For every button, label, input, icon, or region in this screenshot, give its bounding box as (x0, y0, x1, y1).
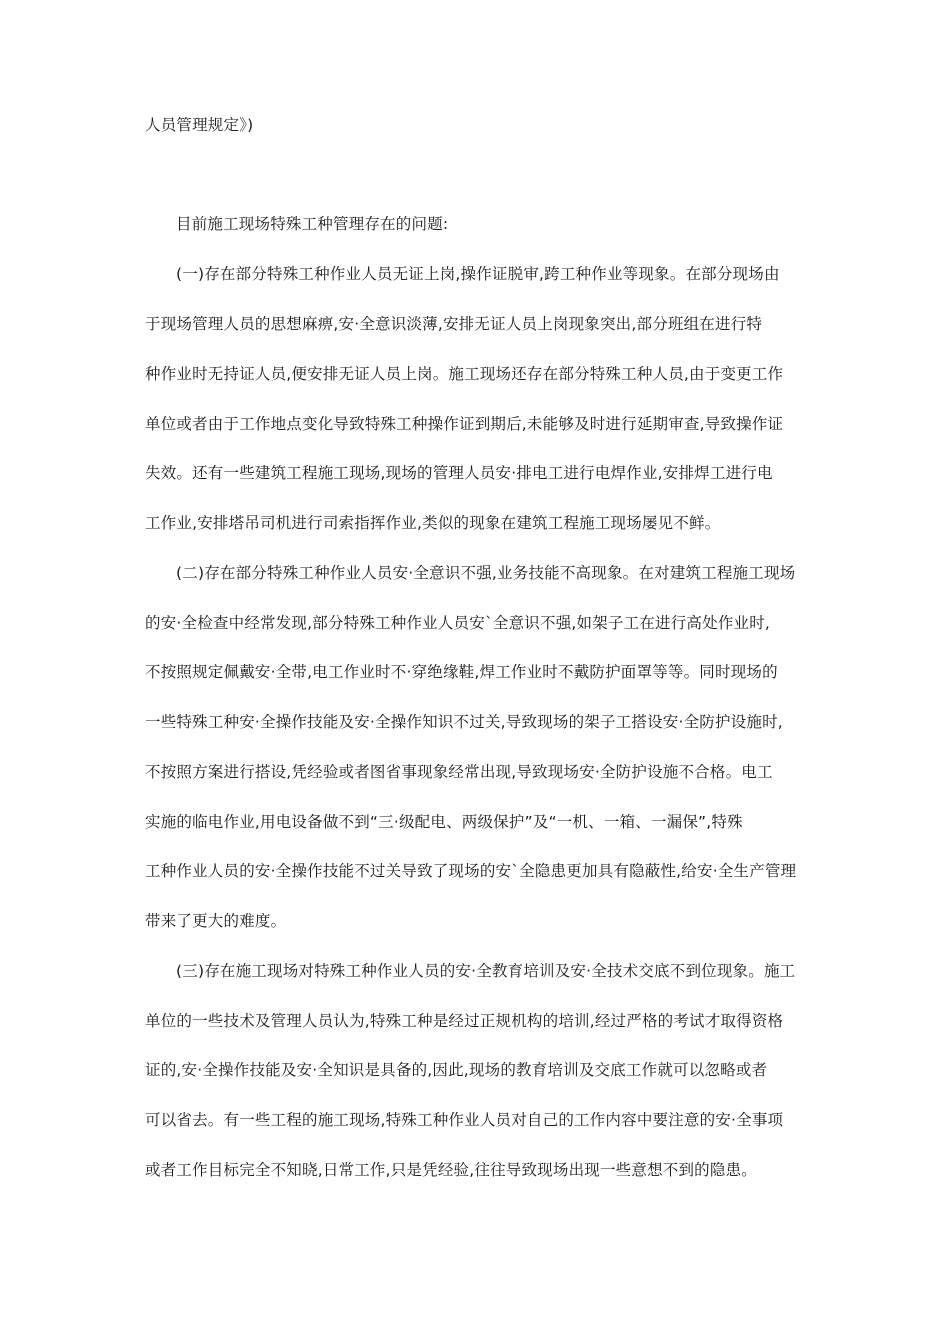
paragraph-line: 单位的一些技术及管理人员认为,特殊工种是经过正规机构的培训,经过严格的考试才取得资格 (145, 1012, 784, 1030)
paragraph-line: 的安·全检查中经常发现,部分特殊工种作业人员安`全意识不强,如架子工在进行高处作业时, (145, 614, 771, 632)
paragraph-line: 于现场管理人员的思想麻痹,安·全意识淡薄,安排无证人员上岗现象突出,部分班组在进行特 (145, 315, 763, 333)
paragraph-line: (二)存在部分特殊工种作业人员安·全意识不强,业务技能不高现象。在对建筑工程施工现场 (176, 564, 796, 582)
paragraph-line: (三)存在施工现场对特殊工种作业人员的安·全教育培训及安·全技术交底不到位现象。施工 (176, 962, 796, 980)
paragraph-line: 或者工作目标完全不知晓,日常工作,只是凭经验,往往导致现场出现一些意想不到的隐患。 (145, 1161, 757, 1179)
paragraph-line: 工作业,安排塔吊司机进行司索指挥作业,类似的现象在建筑工程施工现场屡见不鲜。 (145, 514, 721, 532)
paragraph-line: 带来了更大的难度。 (145, 912, 287, 930)
paragraph-line: 不按照规定佩戴安·全带,电工作业时不·穿绝缘鞋,焊工作业时不戴防护面罩等等。同时现场的 (145, 663, 778, 681)
paragraph-line: 一些特殊工种安·全操作技能及安·全操作知识不过关,导致现场的架子工搭设安·全防护设施时, (145, 713, 783, 731)
fragment-line: 人员管理规定》) (145, 116, 254, 134)
paragraph-line: 可以省去。有一些工程的施工现场,特殊工种作业人员对自己的工作内容中要注意的安·全事项 (145, 1111, 784, 1129)
paragraph-line: (一)存在部分特殊工种作业人员无证上岗,操作证脱审,跨工种作业等现象。在部分现场由 (176, 265, 780, 283)
paragraph-line: 实施的临电作业,用电设备做不到“三·级配电、两级保护”及“一机、一箱、一漏保”,特殊 (145, 813, 743, 831)
paragraph-line: 种作业时无持证人员,便安排无证人员上岗。施工现场还存在部分特殊工种人员,由于变更工作 (145, 365, 784, 383)
paragraph-line: 工种作业人员的安·全操作技能不过关导致了现场的安`全隐患更加具有隐蔽性,给安·全生产管理 (145, 862, 797, 880)
intro-line: 目前施工现场特殊工种管理存在的问题: (176, 215, 449, 233)
paragraph-line: 失效。还有一些建筑工程施工现场,现场的管理人员安·排电工进行电焊作业,安排焊工进行电 (145, 464, 773, 482)
paragraph-line: 单位或者由于工作地点变化导致特殊工种操作证到期后,未能够及时进行延期审查,导致操作证 (145, 415, 784, 433)
paragraph-line: 证的,安·全操作技能及安·全知识是具备的,因此,现场的教育培训及交底工作就可以忽略或者 (145, 1061, 768, 1079)
paragraph-line: 不按照方案进行搭设,凭经验或者图省事现象经常出现,导致现场安·全防护设施不合格。电工 (145, 763, 773, 781)
